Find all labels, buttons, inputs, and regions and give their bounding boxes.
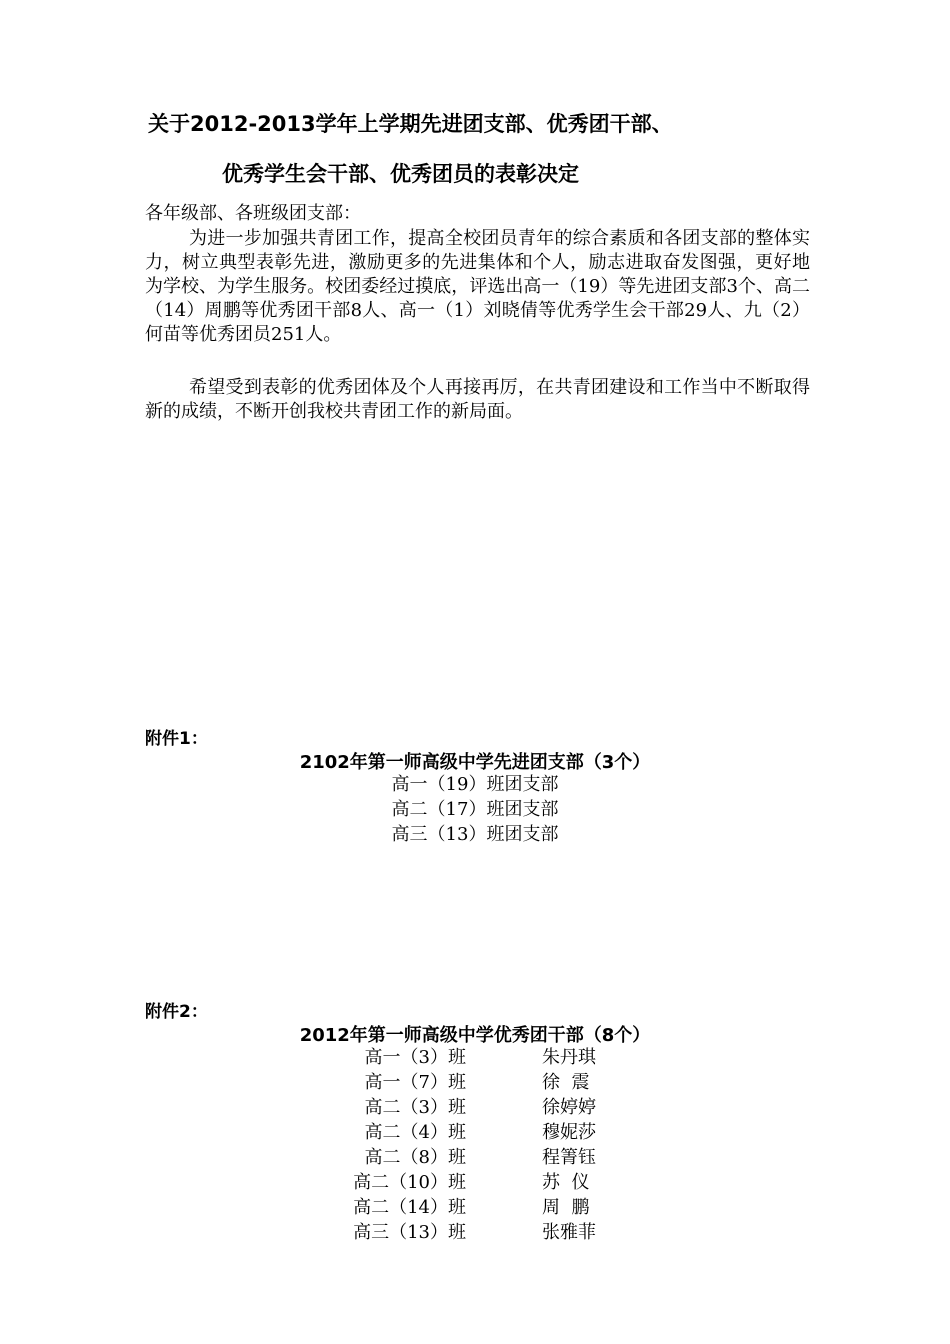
- cadre-name: 徐 震: [542, 1072, 590, 1093]
- salutation: 各年级部、各班级团支部：: [145, 203, 361, 224]
- list-item: 高二（17）班团支部: [391, 799, 559, 820]
- attachment-2-label: 附件2：: [145, 1002, 208, 1022]
- cadre-class: 高二（8）班: [364, 1147, 466, 1168]
- cadre-name: 周 鹏: [542, 1197, 590, 1218]
- cadre-class: 高一（3）班: [364, 1047, 466, 1068]
- list-item: 高一（19）班团支部: [391, 774, 559, 795]
- document-title-line2: 优秀学生会干部、优秀团员的表彰决定: [222, 162, 579, 186]
- cadre-class: 高二（4）班: [364, 1122, 466, 1143]
- list-item: 高三（13）班团支部: [391, 824, 559, 845]
- cadre-name: 徐婷婷: [542, 1097, 596, 1118]
- advanced-branch-list: [0, 772, 950, 847]
- document-title-line1: 关于2012-2013学年上学期先进团支部、优秀团干部、: [148, 112, 673, 136]
- cadre-class: 高二（10）班: [353, 1172, 466, 1193]
- cadre-class: 高三（13）班: [353, 1222, 466, 1243]
- list-item: [0, 1170, 950, 1195]
- list-item: [0, 1070, 950, 1095]
- list-item: [0, 1095, 950, 1120]
- list-item: [0, 1045, 950, 1070]
- cadre-name: 穆妮莎: [542, 1122, 596, 1143]
- list-item: [0, 1195, 950, 1220]
- body-paragraph-1: 为进一步加强共青团工作，提高全校团员青年的综合素质和各团支部的整体实力，树立典型表彰先进，激励更多的先进集体和个人，励志进取奋发图强，更好地为学校、为学生服务。校团委经过摸底，评选出高一（19）等先进团支部3个、高二（14）周鹏等优秀团干部8人、高一（1）刘晓倩等优秀学生会干部29人、九（2）何苗等优秀团员251人。: [145, 228, 810, 345]
- list-item: [0, 1145, 950, 1170]
- cadre-name: 苏 仪: [542, 1172, 590, 1193]
- cadre-name: 朱丹琪: [542, 1047, 596, 1068]
- cadre-name: 程箐钰: [542, 1147, 596, 1168]
- attachment-2-title: 2012年第一师高级中学优秀团干部（8个）: [299, 1025, 651, 1046]
- attachment-1-title: 2102年第一师高级中学先进团支部（3个）: [299, 752, 651, 773]
- list-item: [0, 1220, 950, 1245]
- attachment-1-label: 附件1：: [145, 729, 208, 749]
- body-paragraph-2: 希望受到表彰的优秀团体及个人再接再厉，在共青团建设和工作当中不断取得新的成绩，不断开创我校共青团工作的新局面。: [145, 377, 810, 422]
- cadre-name: 张雅菲: [542, 1222, 596, 1243]
- cadre-class: 高二（14）班: [353, 1197, 466, 1218]
- cadre-class: 高一（7）班: [364, 1072, 466, 1093]
- list-item: [0, 1120, 950, 1145]
- cadre-class: 高二（3）班: [364, 1097, 466, 1118]
- excellent-cadre-list: [0, 1045, 950, 1245]
